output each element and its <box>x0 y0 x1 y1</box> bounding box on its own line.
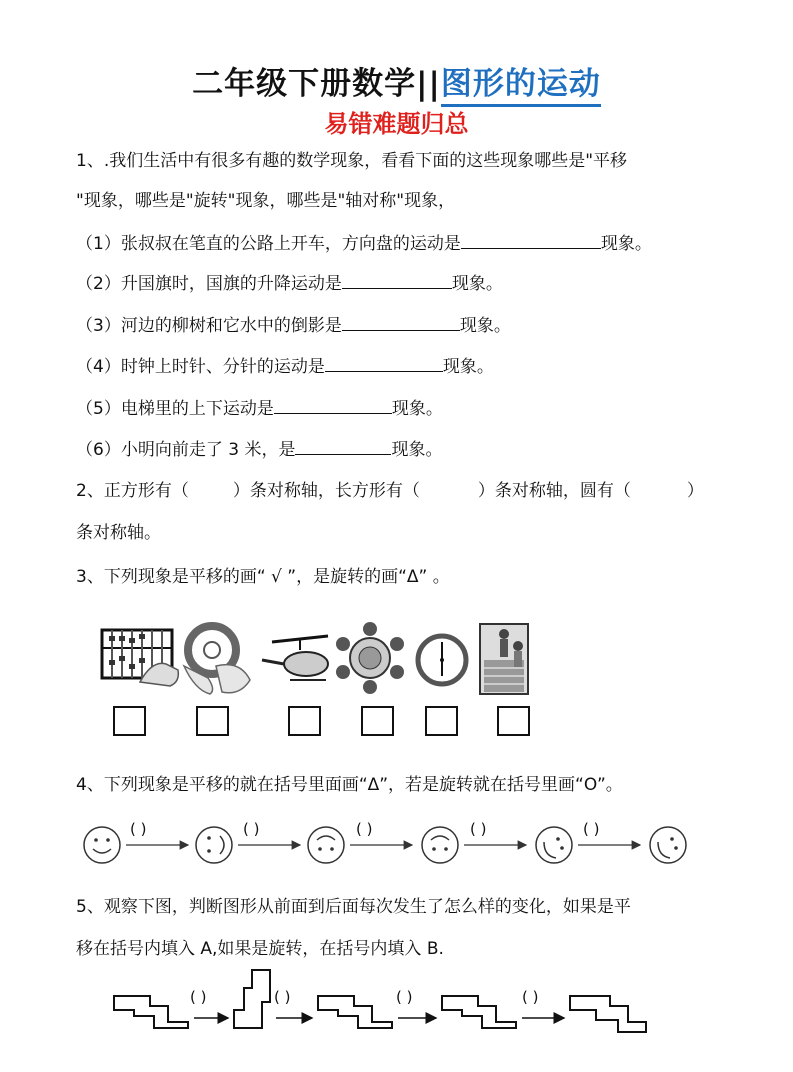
q1-line2: "现象，哪些是"旋转"现象，哪些是"轴对称"现象， <box>76 191 456 211</box>
q2-line1 <box>76 480 704 502</box>
frown-face-icon <box>308 827 344 863</box>
q1-item-3 <box>76 314 511 337</box>
tilted-face-icon <box>536 827 572 863</box>
polyomino-shape <box>234 970 270 1028</box>
q2-text-d: ） <box>686 481 704 501</box>
answer-blank[interactable] <box>274 397 392 414</box>
answer-box[interactable] <box>113 706 146 736</box>
answer-box[interactable] <box>196 706 229 736</box>
frown-face-icon <box>422 827 458 863</box>
escalator-icon <box>480 624 528 694</box>
q1-item-6 <box>76 438 442 461</box>
q1-item-text: （3）河边的柳树和它水中的倒影是 <box>76 316 342 336</box>
answer-box[interactable] <box>288 706 321 736</box>
q1-item-suffix: 现象。 <box>442 357 494 377</box>
q1-item-suffix: 现象。 <box>459 316 511 336</box>
polyomino-shape <box>318 996 392 1028</box>
q1-item-5 <box>76 397 443 420</box>
answer-blank[interactable] <box>295 438 391 455</box>
q2-text-a: 2、正方形有（ <box>76 481 189 501</box>
answer-blank[interactable] <box>461 232 601 249</box>
q2-line2: 条对称轴。 <box>76 523 161 543</box>
clock-icon <box>418 636 466 684</box>
q1-item-suffix: 现象。 <box>391 440 443 460</box>
answer-paren[interactable]: ( ) <box>130 820 147 838</box>
q1-line1: 1、.我们生活中有很多有趣的数学现象，看看下面的这些现象哪些是"平移 <box>76 151 628 171</box>
answer-paren[interactable]: ( ) <box>190 988 207 1006</box>
answer-paren[interactable]: ( ) <box>243 820 260 838</box>
q1-item-1 <box>76 232 652 255</box>
q1-item-text: （5）电梯里的上下运动是 <box>76 399 274 419</box>
polyomino-shape <box>570 996 646 1032</box>
q3-pictures <box>100 620 530 698</box>
helicopter-icon <box>262 636 328 680</box>
q4-text: 4、下列现象是平移的就在括号里面画“Δ”，若是旋转就在括号里画“O”。 <box>76 775 623 795</box>
answer-paren[interactable]: ( ) <box>470 820 487 838</box>
page-subtitle: 易错难题归总 <box>324 110 469 138</box>
abacus-icon <box>102 630 178 686</box>
answer-box[interactable] <box>425 706 458 736</box>
q1-item-suffix: 现象。 <box>451 274 503 294</box>
q2-text-b: ）条对称轴，长方形有（ <box>232 481 420 501</box>
answer-blank[interactable] <box>342 314 460 331</box>
tilted-face-icon <box>650 827 686 863</box>
q5-line2: 移在括号内填入 A,如果是旋转，在括号内填入 B. <box>76 939 444 959</box>
polyomino-shape <box>114 996 188 1028</box>
q1-item-4 <box>76 355 494 378</box>
page-title <box>0 58 793 103</box>
q1-item-suffix: 现象。 <box>391 399 443 419</box>
answer-paren[interactable]: ( ) <box>583 820 600 838</box>
q1-item-suffix: 现象。 <box>600 234 652 254</box>
rotated-face-icon <box>196 827 232 863</box>
answer-blank[interactable] <box>325 355 443 372</box>
answer-paren[interactable]: ( ) <box>396 988 413 1006</box>
q1-item-text: （1）张叔叔在笔直的公路上开车，方向盘的运动是 <box>76 234 461 254</box>
title-part2: 图形的运动 <box>441 66 601 107</box>
q1-item-text: （2）升国旗时，国旗的升降运动是 <box>76 274 342 294</box>
answer-paren[interactable]: ( ) <box>274 988 291 1006</box>
answer-box[interactable] <box>361 706 394 736</box>
answer-blank[interactable] <box>342 272 452 289</box>
children-circle-icon <box>336 622 404 694</box>
smiley-face-icon <box>84 827 120 863</box>
q3-text: 3、下列现象是平移的画“ √ ”，是旋转的画“Δ” 。 <box>76 567 450 587</box>
polyomino-shape <box>442 996 516 1028</box>
title-part1: 二年级下册数学|| <box>192 66 441 102</box>
rotating-dial-icon <box>184 626 250 694</box>
q1-item-text: （6）小明向前走了 3 米，是 <box>76 440 296 460</box>
q5-line1: 5、观察下图，判断图形从前面到后面每次发生了怎么样的变化，如果是平 <box>76 897 631 917</box>
q2-text-c: ）条对称轴，圆有（ <box>477 481 631 501</box>
answer-paren[interactable]: ( ) <box>356 820 373 838</box>
q4-faces <box>80 818 700 876</box>
answer-paren[interactable]: ( ) <box>522 988 539 1006</box>
q1-item-2 <box>76 272 503 295</box>
answer-box[interactable] <box>497 706 530 736</box>
q1-item-text: （4）时钟上时针、分针的运动是 <box>76 357 325 377</box>
